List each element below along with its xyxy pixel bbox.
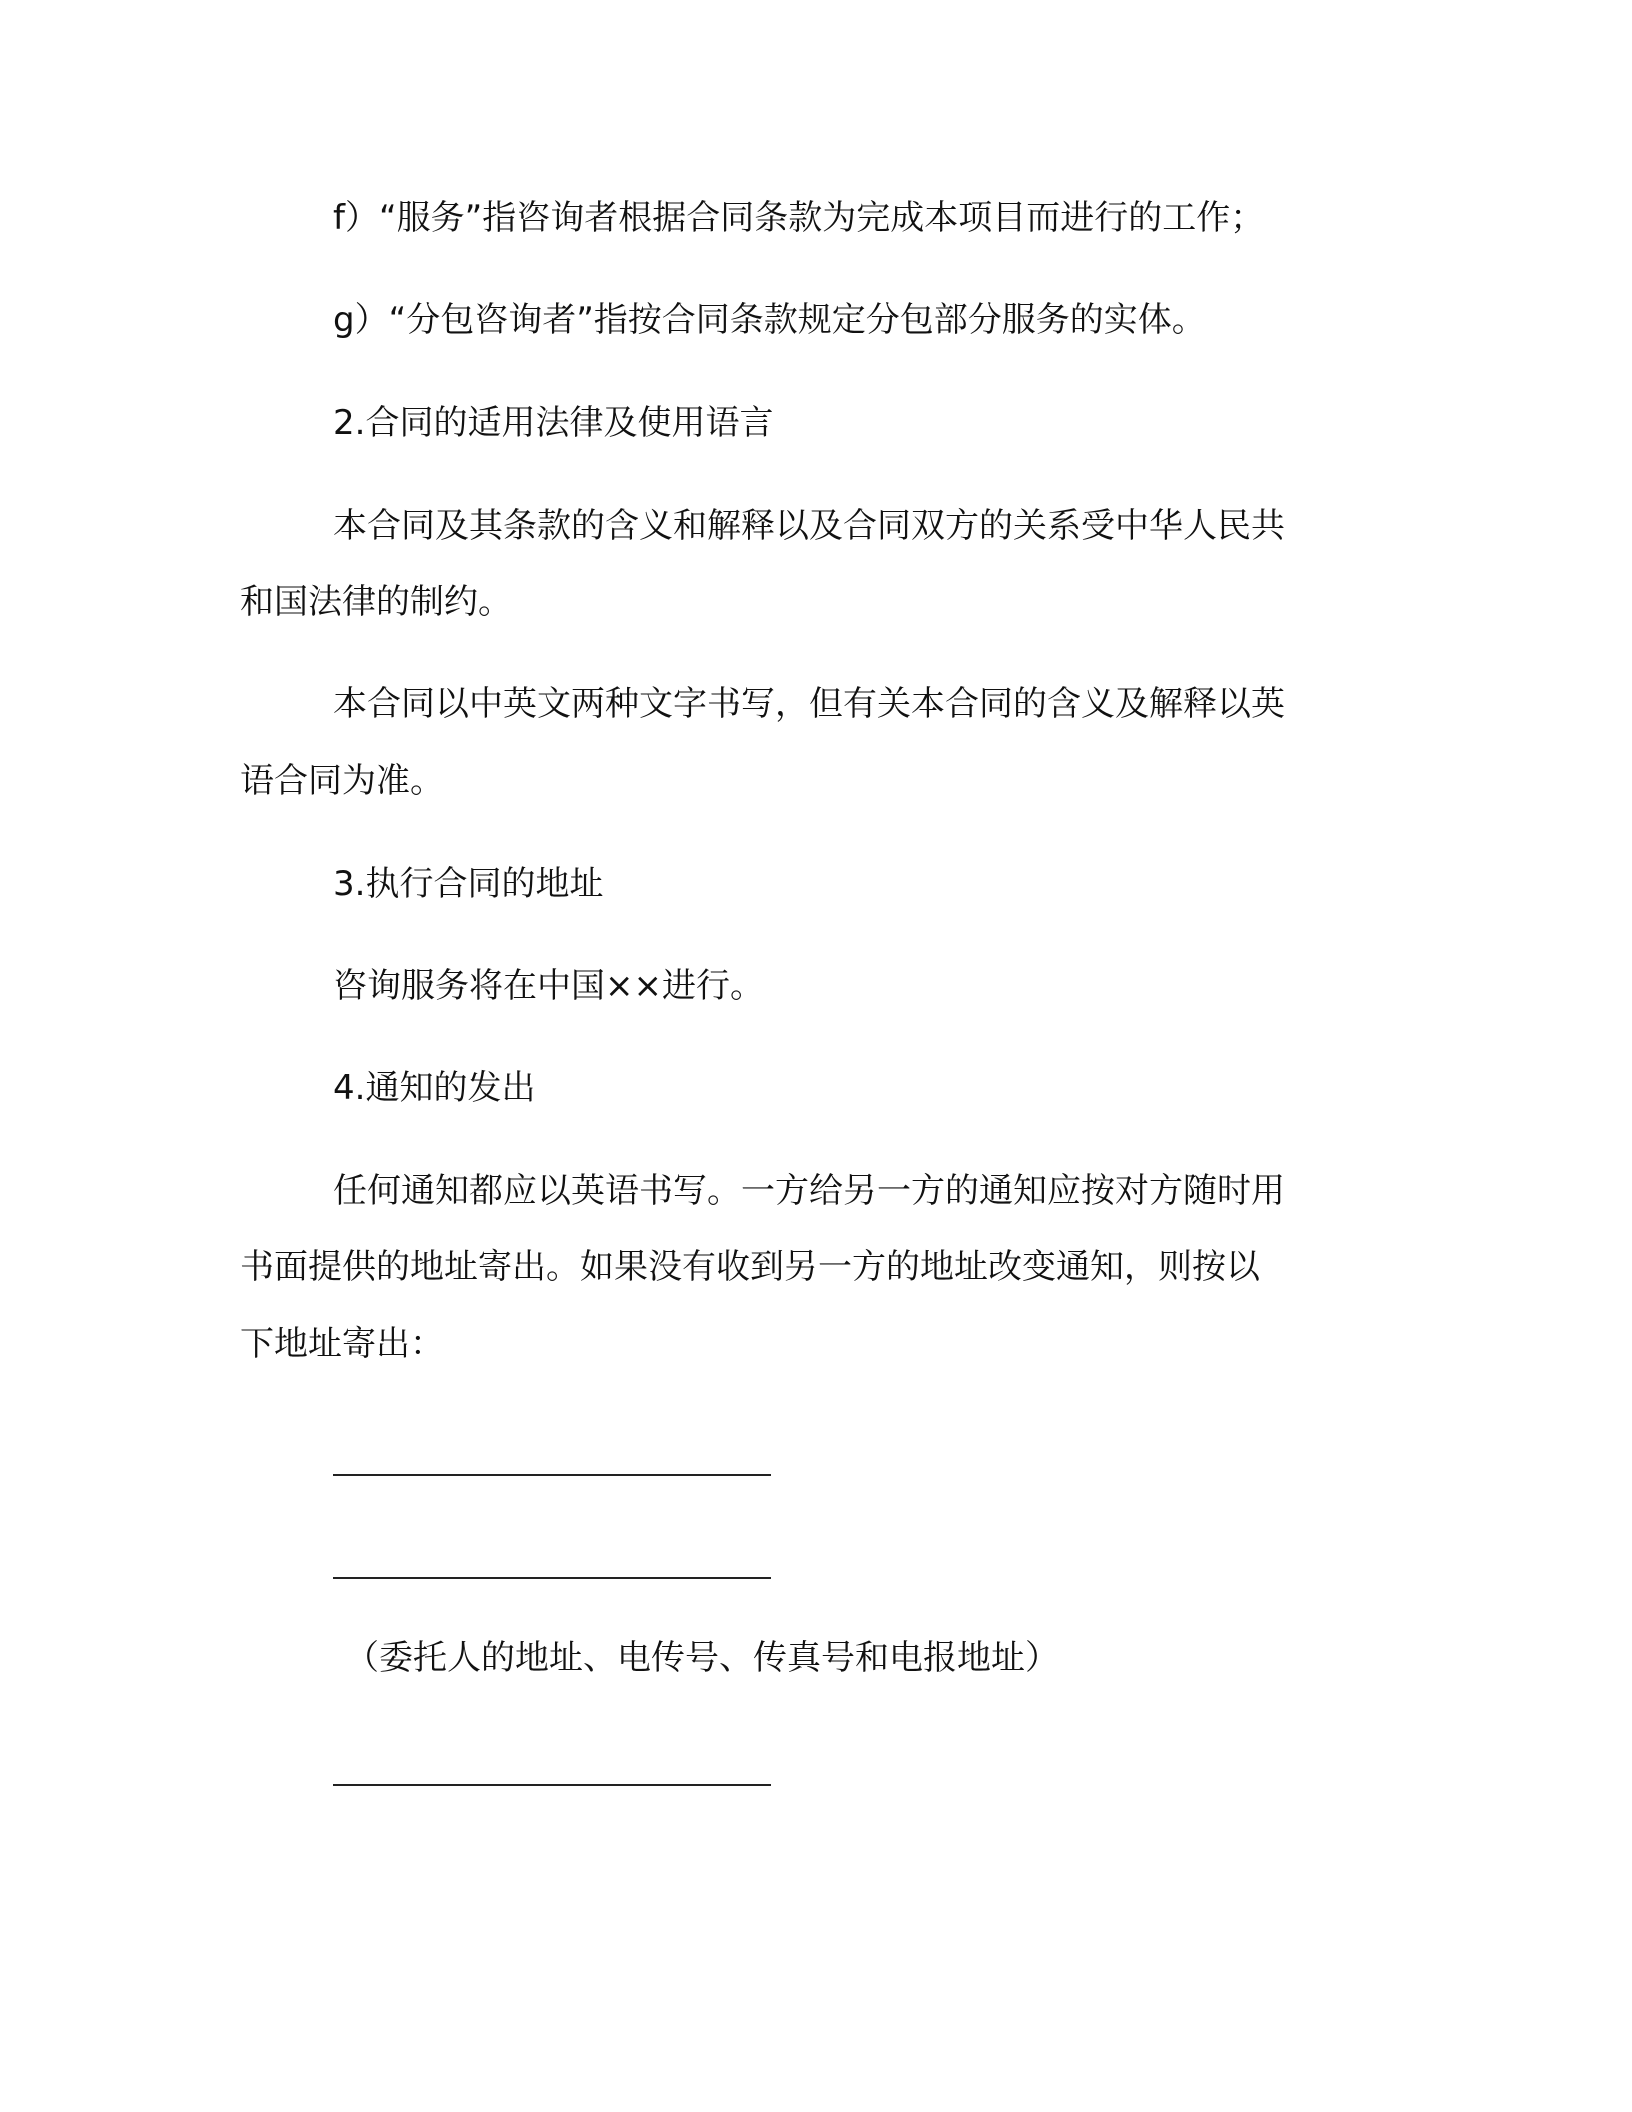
notice-line-3: 下地址寄出：: [240, 1324, 444, 1364]
service-location: 咨询服务将在中国××进行。: [333, 966, 764, 1006]
governing-law-line-2: 和国法律的制约。: [240, 582, 512, 622]
language-line-1: 本合同以中英文两种文字书写，但有关本合同的含义及解释以英: [333, 684, 1285, 724]
client-address-note: （委托人的地址、电传号、传真号和电报地址）: [345, 1638, 1059, 1678]
section-heading-2: 2.合同的适用法律及使用语言: [333, 403, 774, 443]
definition-g: g）“分包咨询者”指按合同条款规定分包部分服务的实体。: [333, 300, 1206, 340]
address-blank-1: [333, 1474, 771, 1476]
notice-line-2: 书面提供的地址寄出。如果没有收到另一方的地址改变通知，则按以: [240, 1247, 1260, 1287]
language-line-2: 语合同为准。: [240, 761, 444, 801]
notice-line-1: 任何通知都应以英语书写。一方给另一方的通知应按对方随时用: [333, 1171, 1285, 1211]
address-blank-3: [333, 1784, 771, 1786]
address-blank-2: [333, 1577, 771, 1579]
governing-law-line-1: 本合同及其条款的含义和解释以及合同双方的关系受中华人民共: [333, 506, 1285, 546]
definition-f: f）“服务”指咨询者根据合同条款为完成本项目而进行的工作；: [333, 198, 1265, 238]
section-heading-4: 4.通知的发出: [333, 1068, 536, 1108]
section-heading-3: 3.执行合同的地址: [333, 864, 604, 904]
